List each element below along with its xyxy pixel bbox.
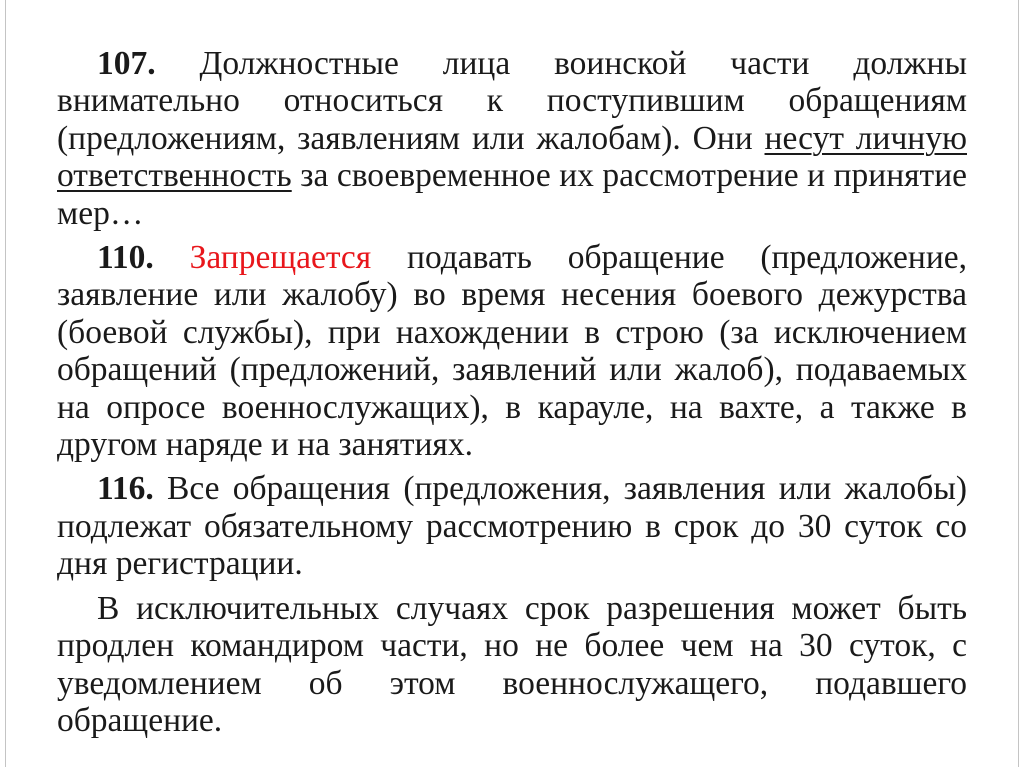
paragraph-number: 107. <box>97 45 156 82</box>
paragraph-number: 110. <box>97 239 154 277</box>
paragraph-107 <box>57 45 967 232</box>
paragraph-110 <box>57 239 967 463</box>
paragraph-text: В исключительных случаях срок разрешения может быть продлен командиром части, но не более чем на 30 суток, с уведомлением об этом военнослужащего, подавшего обращение. <box>57 589 967 739</box>
paragraph-number: 116. <box>97 470 154 508</box>
underlined-phrase: несут личную ответственность <box>57 119 967 195</box>
paragraph-text: Все обращения (предложения, заявления или жалобы) подлежат обязательному рассмотрению в срок до 30 суток со дня регистрации. <box>57 470 967 583</box>
paragraph-text: подавать обращение (предложение, заявление или жалобу) во время несения боевого дежурства (боевой службы), при нахождении в строю (за исключением обращений (предложений, заявлений или жалоб), подаваемых на опросе военнослужащих), в карауле, на вахте, а также в другом наряде и на занятиях. <box>57 239 967 464</box>
paragraph-text: Должностные лица воинской части должны внимательно относиться к поступившим обращениям (предложениям, заявлениям или жалобам). Они <box>57 45 967 157</box>
slide-content <box>57 45 967 739</box>
slide-frame-right <box>1018 0 1019 767</box>
paragraph-exception <box>57 590 967 740</box>
slide-frame-left <box>5 0 6 767</box>
paragraph-text-end: за своевременное их рассмотрение и принятие мер… <box>57 157 967 232</box>
prohibition-highlight: Запрещается <box>189 239 372 277</box>
paragraph-116 <box>57 470 967 582</box>
